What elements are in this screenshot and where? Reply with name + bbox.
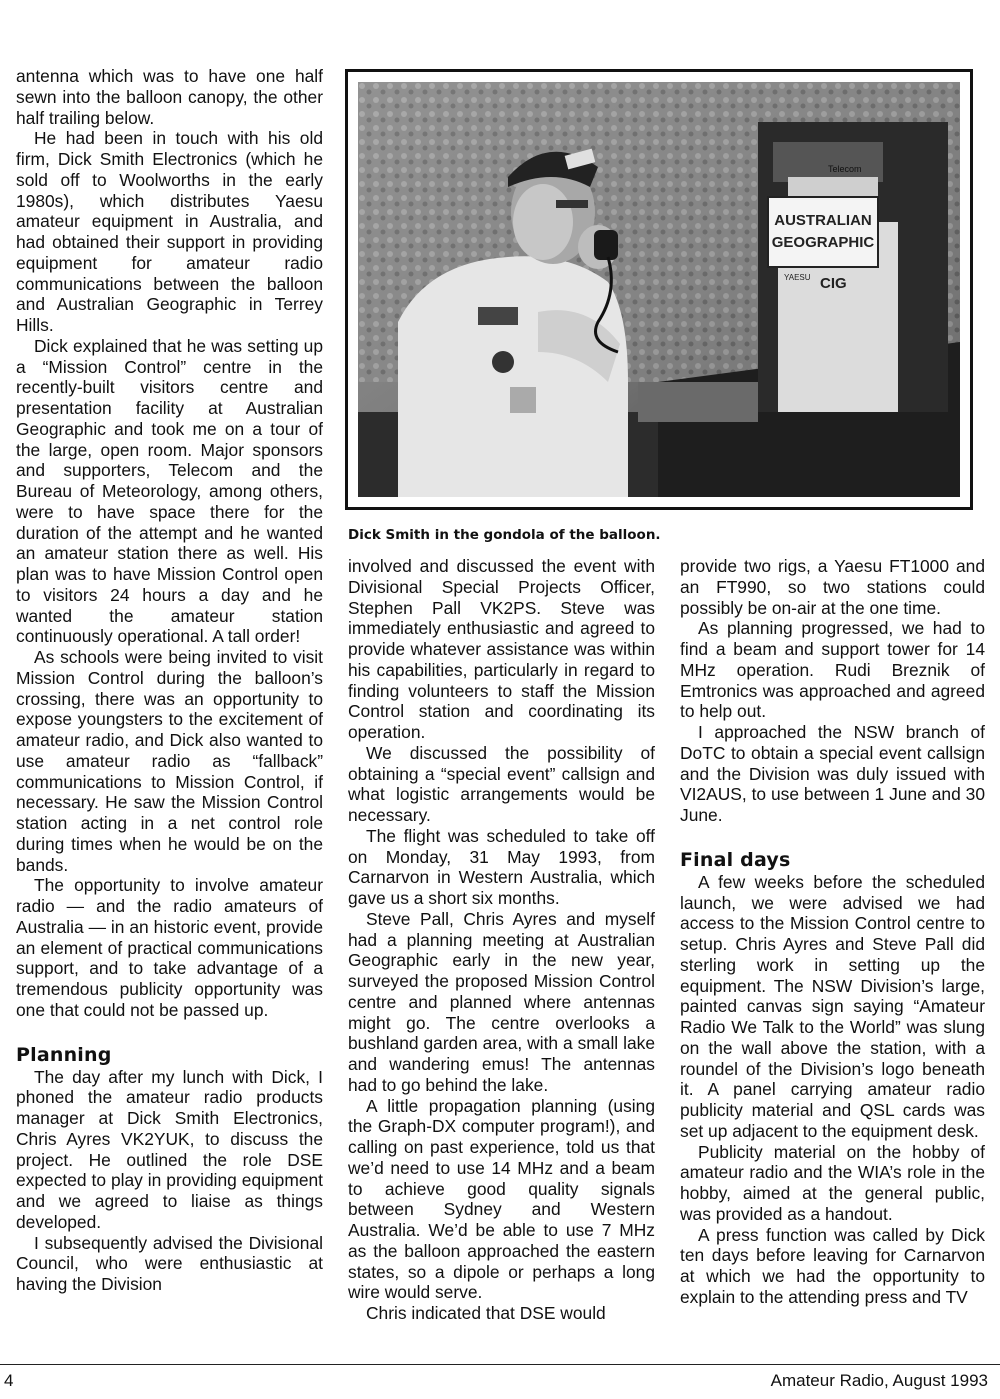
paragraph: We discussed the possibility of obtaining a “special event” callsign and what logistic arrangements would be necessary. <box>348 742 655 825</box>
paragraph: I approached the NSW branch of DoTC to obtain a special event callsign and the Division was duly issued with VI2AUS, to use between 1 June and 30 June. <box>680 722 985 825</box>
column-1 <box>16 66 323 1295</box>
photo-caption: Dick Smith in the gondola of the balloon. <box>348 527 661 543</box>
paragraph: Publicity material on the hobby of amateur radio and the WIA’s role in the hobby, aimed at the general public, was provided as a handout. <box>680 1141 985 1224</box>
section-heading-final-days: Final days <box>680 848 791 871</box>
paragraph: A few weeks before the scheduled launch, we were advised we had access to the Mission Control centre to setup. Chris Ayres and Steve Pall did sterling work in setting up the equipment. The NSW Division’s large, painted canvas sign saying “Amateur Radio We Talk to the World” was slung on the wall above the station, with a roundel of the Division’s logo beneath it. A panel carrying amateur radio publicity material and QSL cards was set up adjacent to the equipment desk. <box>680 871 985 1141</box>
paragraph: As schools were being invited to visit Mission Control during the balloon’s crossing, there was an opportunity to expose youngsters to the excitement of amateur radio, and Dick also wanted to use amateur radio as “fallback” communications to Mission Control, if necessary. He saw the Mission Control station acting in a net control role during times when he would be on the bands. <box>16 647 323 875</box>
photo-frame <box>345 69 973 510</box>
sign-text-line1: AUSTRALIAN <box>774 212 872 229</box>
telecom-label: Telecom <box>828 164 862 174</box>
page-number: 4 <box>4 1371 14 1390</box>
paragraph: The flight was scheduled to take off on Monday, 31 May 1993, from Carnarvon in Western Australia, which gave us a short six months. <box>348 825 655 908</box>
gondola-photo <box>358 82 960 497</box>
column-3 <box>680 556 985 1308</box>
paragraph: I subsequently advised the Divisional Council, who were enthusiastic at having the Division <box>16 1232 323 1294</box>
footer-publication: Amateur Radio, August 1993 <box>770 1371 988 1390</box>
footer-rule <box>0 1364 1000 1365</box>
column-2 <box>348 556 655 1324</box>
paragraph: As planning progressed, we had to find a beam and support tower for 14 MHz operation. Rudi Breznik of Emtronics was approached and agreed to help out. <box>680 618 985 722</box>
paragraph: Dick explained that he was setting up a “Mission Control” centre in the recently-built visitors centre and presentation facility at Australian Geographic and took me on a tour of the large, open room. Major sponsors and supporters, Telecom and the Bureau of Meteorology, among others, were to have space there for the duration of the attempt and he wanted an amateur station there as well. His plan was to have Mission Control open to visitors 24 hours a day and he wanted the amateur station continuously operational. A tall order! <box>16 335 323 647</box>
paragraph: Steve Pall, Chris Ayres and myself had a planning meeting at Australian Geographic early in the new year, surveyed the proposed Mission Control centre and planned where antennas might go. The centre overlooks a bushland garden area, with a small lake and wandering emus! The antennas had to go behind the lake. <box>348 908 655 1095</box>
paragraph: involved and discussed the event with Divisional Special Projects Officer, Stephen Pall VK2PS. Steve was immediately enthusiastic and agreed to provide whatever assistance was within his capabilities, particularly in regard to finding volunteers to staff the Mission Control station and coordinating its operation. <box>348 556 655 742</box>
paragraph: A little propagation planning (using the Graph-DX computer program!), and calling on past experience, told us that we’d need to use 14 MHz and a beam to achieve good quality signals between Sydney and Western Australia. We’d be able to use 7 MHz as the balloon approached the eastern states, so a dipole or perhaps a long wire would serve. <box>348 1095 655 1303</box>
paragraph: A press function was called by Dick ten days before leaving for Carnarvon at which we had the opportunity to explain to the attending press and TV <box>680 1224 985 1307</box>
paragraph: antenna which was to have one half sewn into the balloon canopy, the other half trailing below. <box>16 66 323 128</box>
sign-text-line2: GEOGRAPHIC <box>771 234 875 251</box>
paragraph: The opportunity to involve amateur radio — and the radio amateurs of Australia — in an historic event, provide an element of practical communications support, and to take advantage of a tremendous publicity opportunity was one that could not be passed up. <box>16 875 323 1020</box>
cig-label: CIG <box>820 275 847 292</box>
section-heading-planning: Planning <box>16 1043 112 1066</box>
paragraph: The day after my lunch with Dick, I phoned the amateur radio products manager at Dick Smith Electronics, Chris Ayres VK2YUK, to discuss the project. He outlined the role DSE expected to play in providing equipment and we agreed to liaise as things developed. <box>16 1066 323 1232</box>
paragraph: provide two rigs, a Yaesu FT1000 and an FT990, so two stations could possibly be on-air at the one time. <box>680 556 985 618</box>
paragraph: He had been in touch with his old firm, Dick Smith Electronics (which he sold off to Woolworths in the early 1980s), which distributes Yaesu amateur equipment in Australia, and had obtained their support in providing equipment for amateur radio communications between the balloon and Australian Geographic in Terrey Hills. <box>16 128 323 335</box>
yaesu-label: YAESU <box>784 273 811 282</box>
paragraph: Chris indicated that DSE would <box>366 1303 606 1323</box>
